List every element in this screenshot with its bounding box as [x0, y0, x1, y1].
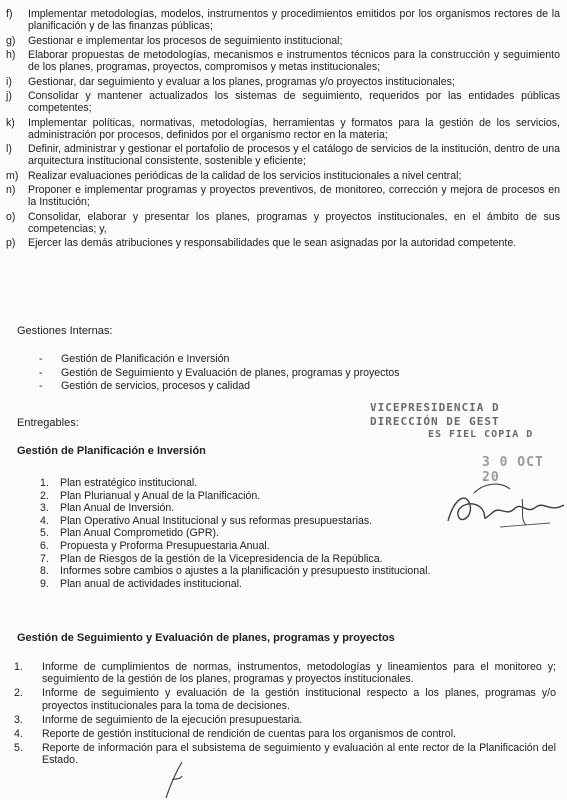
- item-number: 8.: [40, 565, 49, 578]
- planificacion-item: [32, 502, 452, 515]
- item-text: Plan Plurianual y Anual de la Planificación.: [60, 489, 261, 502]
- initials-mark-icon: [162, 760, 186, 800]
- item-text: Reporte de información para el subsistema de seguimiento y evaluación al ente rector de la Planificación del Estado.: [42, 742, 556, 767]
- planificacion-item: [32, 477, 452, 490]
- item-text: Reporte de gestión institucional de rendición de cuentas para los organismos de control.: [42, 728, 456, 741]
- function-letter: h): [6, 49, 16, 61]
- function-item: [4, 35, 560, 47]
- item-number: 3.: [14, 713, 23, 726]
- item-number: 2.: [40, 489, 49, 502]
- seguimiento-item: [14, 687, 556, 711]
- planificacion-item: [32, 490, 452, 503]
- seguimiento-list: [14, 661, 556, 769]
- functions-list: [4, 8, 560, 252]
- function-item: [4, 8, 560, 32]
- function-letter: m): [6, 169, 19, 182]
- item-text: Plan anual de actividades institucional.: [60, 577, 242, 590]
- gestion-item: [30, 367, 430, 380]
- function-item: [4, 170, 560, 182]
- function-letter: j): [6, 90, 12, 102]
- planificacion-list: [32, 477, 452, 590]
- gestion-item: [30, 353, 430, 366]
- dash-bullet: -: [39, 380, 43, 392]
- function-letter: i): [6, 75, 12, 88]
- function-letter: o): [6, 210, 16, 223]
- dash-bullet: -: [39, 366, 43, 379]
- planificacion-item: [32, 527, 452, 540]
- function-text: Implementar políticas, normativas, metodologías, herramientas y formatos para la gestión de los servicios, administración por procesos, definidos por el organismo rector en la materia;: [28, 116, 560, 141]
- planificacion-item: [32, 515, 452, 528]
- function-item: [4, 211, 560, 235]
- function-text: Elaborar propuestas de metodologías, mecanismos e instrumentos técnicos para la construcción y seguimiento de los planes, programas, proyectos, compromisos y metas institucionales;: [28, 49, 560, 73]
- planificacion-item: [32, 553, 452, 566]
- gestion-item: [30, 380, 430, 393]
- dash-bullet: -: [39, 353, 43, 365]
- gestion-text: Gestión de Seguimiento y Evaluación de planes, programas y proyectos: [61, 366, 400, 379]
- seguimiento-item: [14, 661, 556, 685]
- stamp-line-1: VICEPRESIDENCIA D: [370, 401, 500, 414]
- planificacion-item: [32, 578, 452, 591]
- function-text: Definir, administrar y gestionar el portafolio de procesos y el catálogo de servicios de la institución, dentro de una arquitectura institucional consistente, sostenible y eficiente;: [28, 143, 560, 167]
- gestiones-heading: Gestiones Internas:: [17, 325, 113, 337]
- item-text: Plan de Riesgos de la gestión de la Vicepresidencia de la República.: [60, 552, 383, 565]
- function-text: Consolidar, elaborar y presentar los planes, programas y proyectos institucionales, en el ámbito de sus competencias; y,: [28, 210, 560, 235]
- item-number: 2.: [14, 687, 23, 700]
- item-number: 1.: [40, 477, 49, 489]
- function-text: Gestionar e implementar los procesos de seguimiento institucional;: [28, 34, 343, 47]
- function-item: [4, 90, 560, 114]
- function-text: Proponer e implementar programas y proyectos preventivos, de monitoreo, corrección y mejora de procesos en la Institución;: [28, 184, 560, 208]
- function-item: [4, 237, 560, 249]
- item-number: 3.: [40, 502, 49, 515]
- function-text: Ejercer las demás atribuciones y responsabilidades que le sean asignadas por la autoridad competente.: [28, 237, 517, 249]
- function-item: [4, 117, 560, 141]
- gestiones-list: [30, 353, 430, 394]
- function-letter: f): [6, 8, 13, 20]
- seguimiento-item: [14, 742, 556, 766]
- planificacion-heading: Gestión de Planificación e Inversión: [17, 445, 206, 457]
- stamp-date: 3 0 OCT 20: [482, 455, 544, 485]
- function-item: [4, 184, 560, 208]
- item-text: Plan Anual Comprometido (GPR).: [60, 527, 219, 540]
- gestion-text: Gestión de Planificación e Inversión: [61, 353, 230, 365]
- function-text: Implementar metodologías, modelos, instrumentos y procedimientos emitidos por los organismos rectores de la planificación y de las finanzas públicas;: [28, 8, 560, 32]
- item-number: 7.: [40, 552, 49, 565]
- function-letter: g): [6, 34, 16, 47]
- function-item: [4, 76, 560, 88]
- stamp-line-3: ES FIEL COPIA D: [428, 429, 534, 440]
- item-number: 6.: [40, 539, 49, 552]
- item-number: 1.: [14, 661, 23, 673]
- item-text: Informe de seguimiento y evaluación de la gestión institucional respecto a los planes, programas y/o proyectos institucionales para la toma de decisiones.: [42, 687, 556, 712]
- function-text: Realizar evaluaciones periódicas de la calidad de los servicios institucionales a nivel central;: [28, 169, 462, 182]
- function-letter: l): [6, 143, 12, 155]
- signature-icon: [440, 469, 567, 539]
- seguimiento-heading: Gestión de Seguimiento y Evaluación de planes, programas y proyectos: [17, 632, 395, 644]
- item-number: 4.: [40, 514, 49, 527]
- function-letter: k): [6, 116, 15, 129]
- function-text: Consolidar y mantener actualizados los sistemas de seguimiento, requeridos por las entidades públicas competentes;: [28, 90, 560, 114]
- stamp-line-2: DIRECCIÓN DE GEST: [370, 415, 500, 428]
- item-number: 9.: [40, 577, 49, 590]
- item-text: Informes sobre cambios o ajustes a la planificación y presupuesto institucional.: [60, 565, 431, 578]
- function-item: [4, 143, 560, 167]
- function-item: [4, 49, 560, 73]
- planificacion-item: [32, 565, 452, 578]
- item-text: Propuesta y Proforma Presupuestaria Anual.: [60, 539, 270, 552]
- item-text: Informe de cumplimientos de normas, instrumentos, metodologías y lineamientos para el monitoreo y; seguimiento de la gestión de los planes, programas y proyectos institucionales.: [42, 661, 556, 686]
- item-number: 5.: [14, 742, 23, 755]
- seguimiento-item: [14, 728, 556, 740]
- item-number: 5.: [40, 527, 49, 540]
- planificacion-item: [32, 540, 452, 553]
- item-text: Informe de seguimiento de la ejecución presupuestaria.: [42, 713, 303, 726]
- function-letter: n): [6, 184, 16, 196]
- item-number: 4.: [14, 728, 23, 741]
- item-text: Plan Operativo Anual Institucional y sus reformas presupuestarias.: [60, 514, 373, 527]
- entregables-heading: Entregables:: [17, 417, 79, 429]
- function-text: Gestionar, dar seguimiento y evaluar a los planes, programas y/o proyectos institucionales;: [28, 75, 455, 88]
- item-text: Plan Anual de Inversión.: [60, 502, 175, 515]
- gestion-text: Gestión de servicios, procesos y calidad: [61, 380, 251, 392]
- item-text: Plan estratégico institucional.: [60, 477, 198, 489]
- function-letter: p): [6, 237, 16, 249]
- seguimiento-item: [14, 714, 556, 726]
